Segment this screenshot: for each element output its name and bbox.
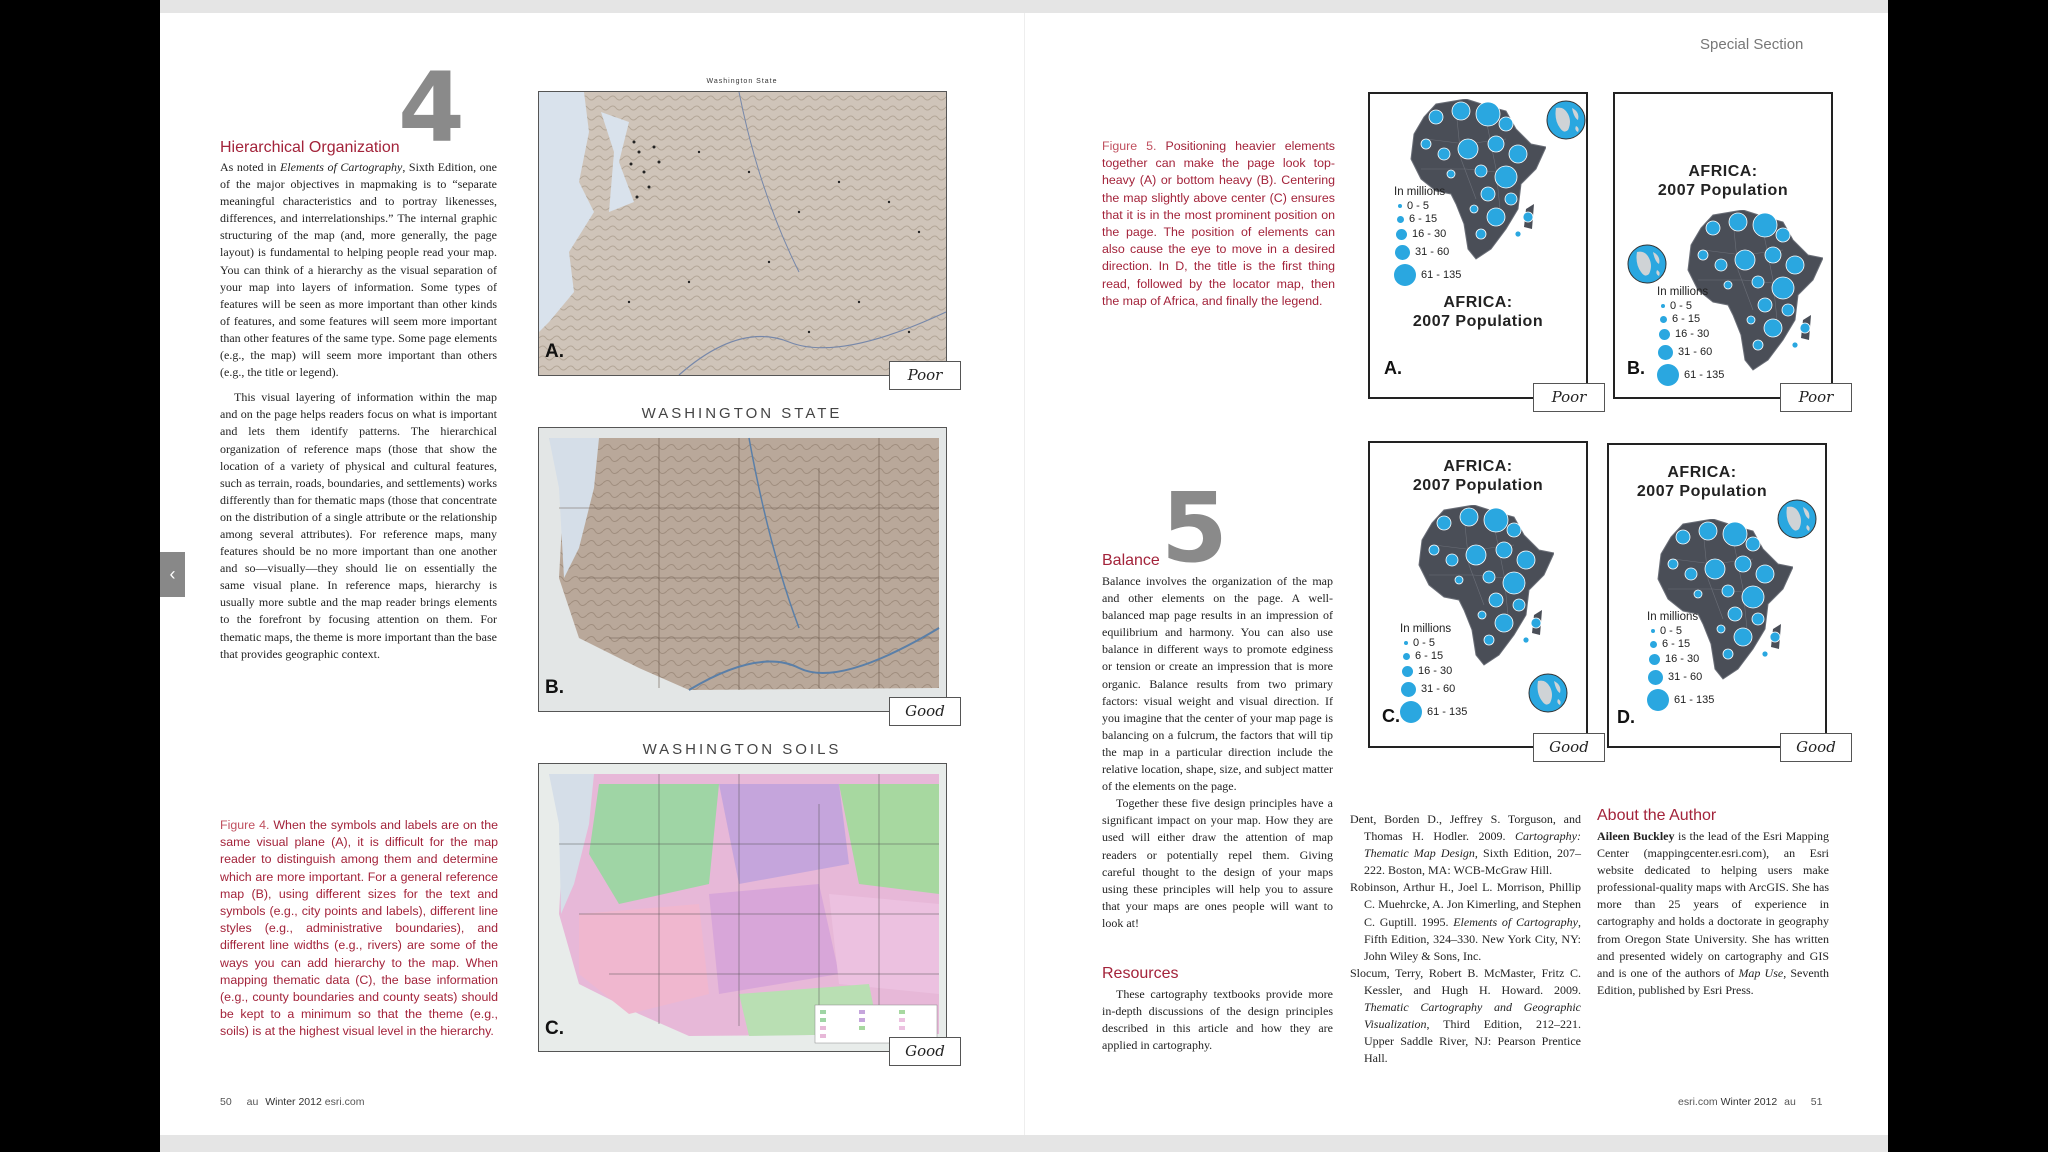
africa-map-a (1368, 92, 1588, 399)
globe-locator-c (1528, 673, 1568, 713)
africa-letter-a: A. (1384, 358, 1402, 378)
resources-body: These cartography textbooks provide more in-depth discussions of the design principles described in this article and how they are applied in cartography. (1102, 987, 1333, 1053)
map-c-rating: Good (889, 1037, 961, 1066)
map-a-rating: Poor (889, 361, 961, 390)
author-bio: Aileen Buckley is the lead of the Esri Mapping Center (mappingcenter.esri.com), an Esri website dedicated to helping users make professional-quality maps with ArcGIS. She has more than 25 years of experience in cartography and holds a doctorate in geography from Oregon State University. She has written and presented widely on cartography and GIS and is one of the authors of Map Use, Seventh Edition, published by Esri Press. (1597, 829, 1830, 997)
page-number-right: 51 (1810, 1096, 1823, 1108)
figure-5-caption: Figure 5. Positioning heavier elements together can make the page look top-heavy (A) or bottom heavy (B). Centering the map slightly above center (C) ensures that it is in the most prominent position on the page. The position of elements can also cause the eye to move in a desired direction. In D, the title is the first thing read, followed by the locator map, then the map of Africa, and finally the legend. (1102, 139, 1336, 308)
previous-page-button[interactable] (160, 552, 185, 597)
africa-letter-d: D. (1617, 707, 1635, 727)
section-title-author: About the Author (1597, 807, 1717, 824)
balance-para-2: Together these five design principles have a significant impact on your map. How they are used will either draw the attention of map readers or potentially repel them. Giving careful thought to the design of your maps using these principles will help you to assure that your maps are ones people will want to look at! (1102, 796, 1333, 930)
africa-map-c (1368, 441, 1588, 748)
globe-locator-b (1627, 244, 1667, 284)
map-b-rating: Good (889, 697, 961, 726)
washington-relief-map-a (539, 92, 946, 375)
washington-map-c (538, 763, 947, 1052)
africa-title-c: AFRICA: 2007 Population (1412, 458, 1544, 494)
washington-map-b (538, 427, 947, 712)
figure-4-caption: Figure 4. When the symbols and labels are on the same visual plane (A), it is difficult for the map reader to distinguish among them and determine which are more important. For a general reference map (B), using different sizes for the text and symbols (e.g., city points and labels), different line styles (e.g., administrative boundaries), and different line widths (e.g., rivers) are some of the ways you can add hierarchy to the map. When mapping thematic data (C), the base information (e.g., county boundaries and county seats) should be kept to a minimum so that the theme (e.g., soils) is at the highest visual level in the hierarchy. (220, 818, 498, 1039)
washington-map-a (538, 91, 947, 376)
africa-c-rating: Good (1533, 733, 1605, 762)
balance-body (1102, 573, 1333, 932)
africa-title-d: AFRICA: 2007 Population (1636, 464, 1768, 500)
map-a-title: Washington State (706, 78, 778, 85)
africa-d-rating: Good (1780, 733, 1852, 762)
reference-robinson: Robinson, Arthur H., Joel L. Morrison, Phillip C. Muehrcke, A. Jon Kimerling, and Stephen C. Guptill. 1995. Elements of Cartography, Fifth Edition, 324–330. New York City, NY: John Wiley & Sons, Inc. (1350, 880, 1581, 963)
section-title-hierarchy: Hierarchical Organization (220, 139, 400, 156)
legend-d: In millions 0 - 5 6 - 15 16 - 30 31 - 60 61 - 135 (1647, 611, 1714, 713)
africa-a-rating: Poor (1533, 383, 1605, 412)
africa-title-a: AFRICA: 2007 Population (1412, 294, 1544, 330)
africa-letter-b: B. (1627, 358, 1645, 378)
section-title-resources: Resources (1102, 965, 1179, 982)
map-b-title: WASHINGTON STATE (641, 405, 843, 422)
page-fold (1024, 13, 1025, 1135)
hierarchy-para-2: This visual layering of information within the map and on the page helps readers focus on what is important and lets them identify patterns. The hierarchical organization of reference maps (those that show the location of a variety of physical and cultural features, such as terrain, roads, boundaries, and settlements) works differently than for thematic maps (those that concentrate on the distribution of a single attribute or the relationship among several attributes). For reference maps, many features should be no more important than one another and so—visually—they should lie on essentially the same visual plane. In reference maps, hierarchy is usually more subtle and the map reader brings elements to the forefront by focusing attention on them. For thematic maps, the theme is more important than the base that provides geographic context. (220, 390, 497, 661)
section-number-5: 5 (1161, 472, 1228, 584)
map-c-title: WASHINGTON SOILS (642, 741, 842, 758)
africa-b-rating: Poor (1780, 383, 1852, 412)
globe-locator-a (1546, 100, 1586, 140)
section-header: Special Section (1700, 36, 1804, 53)
legend-b: In millions 0 - 5 6 - 15 16 - 30 31 - 60 61 - 135 (1657, 286, 1724, 388)
references-list (1350, 811, 1581, 1067)
washington-soils-map-c (539, 764, 946, 1051)
washington-reference-map-b (539, 428, 946, 711)
footer-left: 50 au Winter 2012 esri.com (220, 1096, 365, 1108)
map-a-letter: A. (545, 341, 564, 362)
chevron-left-icon: ‹ (169, 564, 176, 584)
africa-map-d (1607, 443, 1827, 748)
map-b-letter: B. (545, 677, 564, 698)
viewer-top-bar (160, 0, 1888, 13)
section-number-4: 4 (398, 52, 465, 164)
africa-map-b (1613, 92, 1833, 399)
africa-letter-c: C. (1382, 706, 1400, 726)
hierarchy-para-1: As noted in Elements of Cartography, Sixth Edition, one of the major objectives in mapmaking is to “separate meaningful characteristics and to portray likenesses, differences, and interrelationships.” The internal graphic structuring of the map (and, more generally, the page layout) is fundamental to helping people read your map. You can think of a hierarchy as the visual separation of your map into layers of information. Some types of features will be seen as more important than other kinds of features, and some features will seem more important than other features of the same type. Some page elements (e.g., the map) will seem more important than others (e.g., the title or legend). (220, 160, 497, 380)
page-number-left: 50 (220, 1096, 232, 1108)
section-title-balance: Balance (1102, 552, 1160, 569)
reference-slocum: Slocum, Terry, Robert B. McMaster, Fritz C. Kessler, and Hugh H. Howard. 2009. Thematic Cartography and Geographic Visualization, Third Edition, 212–221. Upper Saddle River, NJ: Pearson Prentice Hall. (1350, 965, 1581, 1066)
legend-c: In millions 0 - 5 6 - 15 16 - 30 31 - 60 61 - 135 (1400, 623, 1467, 725)
map-c-letter: C. (545, 1018, 564, 1039)
balance-para-1: Balance involves the organization of the map and other elements on the page. A well-balanced map page results in an impression of equilibrium and harmony. You can also use balance in different ways to promote edginess or tension or create an impression that is more organic. Balance results from two primary factors: visual weight and visual direction. If you imagine that the center of your map page is balancing on a fulcrum, the factors that will tip the map in a particular direction include the relative location, shape, size, and subject matter of the elements on the page. (1102, 574, 1333, 794)
hierarchy-body (220, 159, 497, 663)
footer-right: esri.com Winter 2012 au 51 (1678, 1096, 1823, 1108)
legend-a: In millions 0 - 5 6 - 15 16 - 30 31 - 60 61 - 135 (1394, 186, 1461, 288)
reference-dent: Dent, Borden D., Jeffrey S. Torguson, and Thomas H. Hodler. 2009. Cartography: Thematic Map Design, Sixth Edition, 207–222. Boston, MA: WCB-McGraw Hill. (1350, 812, 1581, 878)
viewer-bottom-bar (160, 1135, 1888, 1152)
africa-title-b: AFRICA: 2007 Population (1657, 163, 1789, 199)
